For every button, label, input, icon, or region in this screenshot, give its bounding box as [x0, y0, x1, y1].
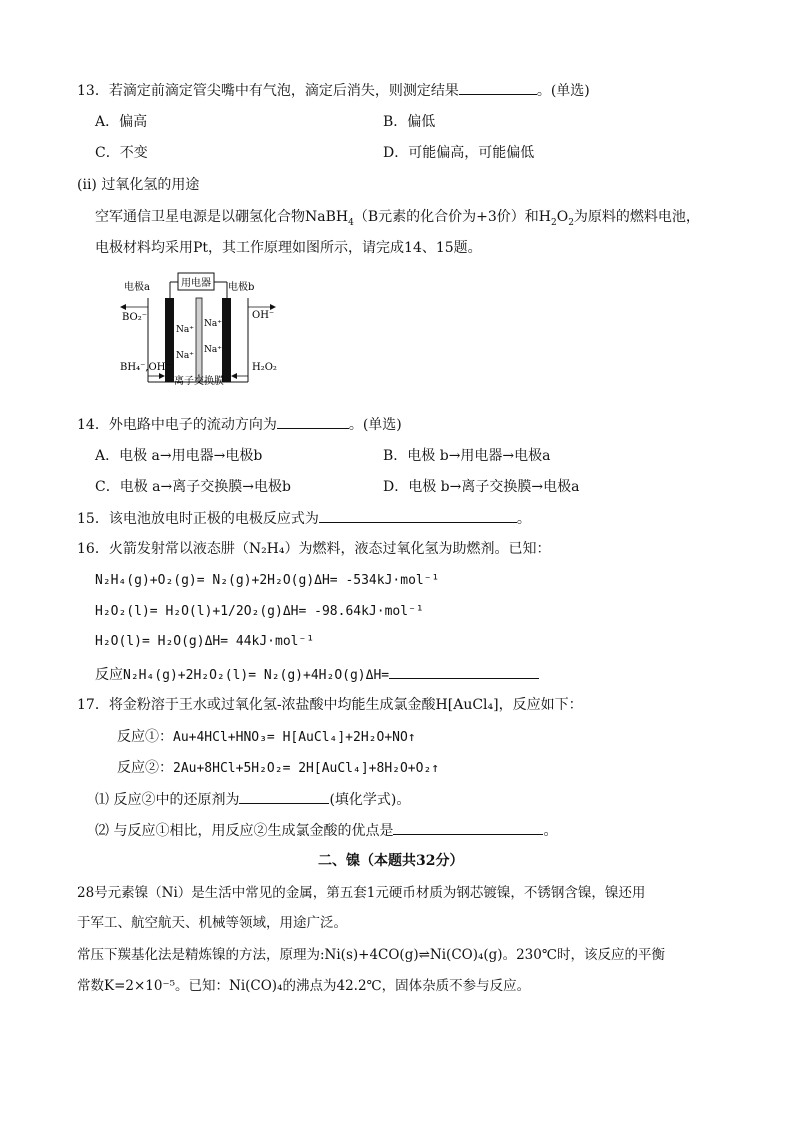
q17-sub-2: ⑵ 与反应①相比，用反应②生成氯金酸的优点是 。: [95, 820, 557, 841]
section-2-title: 二、镍（本题共32分）: [318, 853, 464, 869]
section-2-para-1a: 28号元素镍（Ni）是生活中常见的金属，第五套1元硬币材质为钢芯镀镍，不锈钢含镍，镍还用: [77, 885, 646, 901]
q16-equation-4: 反应N₂H₄(g)+2H₂O₂(l)= N₂(g)+4H₂O(g)ΔH=: [95, 664, 539, 686]
q13-option-d[interactable]: D．可能偏高，可能偏低: [383, 145, 535, 161]
ion-exchange-membrane: [196, 298, 202, 382]
appliance-label: 用电器: [181, 278, 211, 289]
q14-option-a[interactable]: A．电极 a→用电器→电极b: [95, 448, 263, 464]
electrode-b-label: 电极b: [228, 282, 255, 293]
section-ii-intro-1: 空军通信卫星电源是以硼氢化合物NaBH$_4$（B元素的化合价为+3价）和$H_2O_2$为原料的燃料电池，: [95, 209, 700, 228]
q17-sub-1-blank[interactable]: [239, 789, 329, 804]
na-ion-label: Na⁺: [204, 345, 222, 355]
q13-option-b[interactable]: B．偏低: [383, 114, 436, 130]
q14-option-c[interactable]: C．电极 a→离子交换膜→电极b: [95, 479, 291, 495]
fuel-cell-diagram: [118, 270, 288, 386]
q17-reaction-2: 反应②：2Au+8HCl+5H₂O₂= 2H[AuCl₄]+8H₂O+O₂↑: [117, 760, 440, 776]
q13-option-c[interactable]: C．不变: [95, 145, 148, 161]
q17-sub-1: ⑴ 反应②中的还原剂为 (填化学式)。: [95, 789, 410, 810]
q14-option-d[interactable]: D．电极 b→离子交换膜→电极a: [383, 479, 580, 495]
membrane-label: 离子交换膜: [174, 376, 224, 386]
right-bottom-species: H₂O₂: [252, 362, 277, 373]
q15-stem: 15．该电池放电时正极的电极反应式为 。: [77, 508, 531, 529]
q14-stem: 14．外电路中电子的流动方向为 。(单选): [77, 414, 402, 435]
q13-option-a[interactable]: A．偏高: [95, 114, 148, 130]
q17-stem: 17．将金粉溶于王水或过氧化氢-浓盐酸中均能生成氯金酸H[AuCl₄]，反应如下：: [77, 697, 583, 713]
section-ii-heading: (ii) 过氧化氢的用途: [77, 177, 200, 193]
section-2-para-1b: 于军工、航空航天、机械等领域，用途广泛。: [77, 915, 347, 931]
q13-stem: 13．若滴定前滴定管尖嘴中有气泡，滴定后消失，则测定结果 。(单选): [77, 80, 590, 101]
q17-sub-2-blank[interactable]: [393, 820, 543, 835]
q16-equation-3: H₂O(l)= H₂O(g)ΔH= 44kJ·mol⁻¹: [95, 634, 315, 649]
section-ii-intro-2: 电极材料均采用Pt，其工作原理如图所示，请完成14、15题。: [95, 240, 482, 256]
electrode-b: [222, 298, 231, 382]
na-ion-label: Na⁺: [204, 319, 222, 329]
q16-equation-2: H₂O₂(l)= H₂O(l)+1/2O₂(g)ΔH= -98.64kJ·mol⁻¹: [95, 604, 424, 619]
left-bottom-species: BH₄⁻,OH⁻: [120, 362, 171, 373]
q14-answer-blank[interactable]: [277, 414, 349, 429]
q16-stem: 16．火箭发射常以液态肼（N₂H₄）为燃料，液态过氧化氢为助燃剂。已知：: [77, 541, 551, 557]
section-2-para-2a: 常压下羰基化法是精炼镍的方法，原理为:Ni(s)+4CO(g)⇌Ni(CO)₄(g)。230℃时，该反应的平衡: [77, 947, 665, 963]
na-ion-label: Na⁺: [176, 325, 194, 335]
q13-answer-blank[interactable]: [459, 80, 537, 95]
q16-answer-blank[interactable]: [389, 664, 539, 679]
section-2-para-2b: 常数K=2×10⁻⁵。已知：Ni(CO)₄的沸点为42.2℃，固体杂质不参与反应。: [77, 978, 531, 994]
q16-equation-1: N₂H₄(g)+O₂(g)= N₂(g)+2H₂O(g)ΔH= -534kJ·mol⁻¹: [95, 573, 440, 588]
na-ion-label: Na⁺: [176, 351, 194, 361]
q17-reaction-1: 反应①：Au+4HCl+HNO₃= H[AuCl₄]+2H₂O+NO↑: [117, 729, 416, 745]
right-top-species: OH⁻: [252, 310, 275, 321]
q14-option-b[interactable]: B．电极 b→用电器→电极a: [383, 448, 551, 464]
electrode-a-label: 电极a: [124, 282, 150, 293]
q15-answer-blank[interactable]: [319, 508, 517, 523]
left-top-species: BO₂⁻: [122, 312, 148, 323]
